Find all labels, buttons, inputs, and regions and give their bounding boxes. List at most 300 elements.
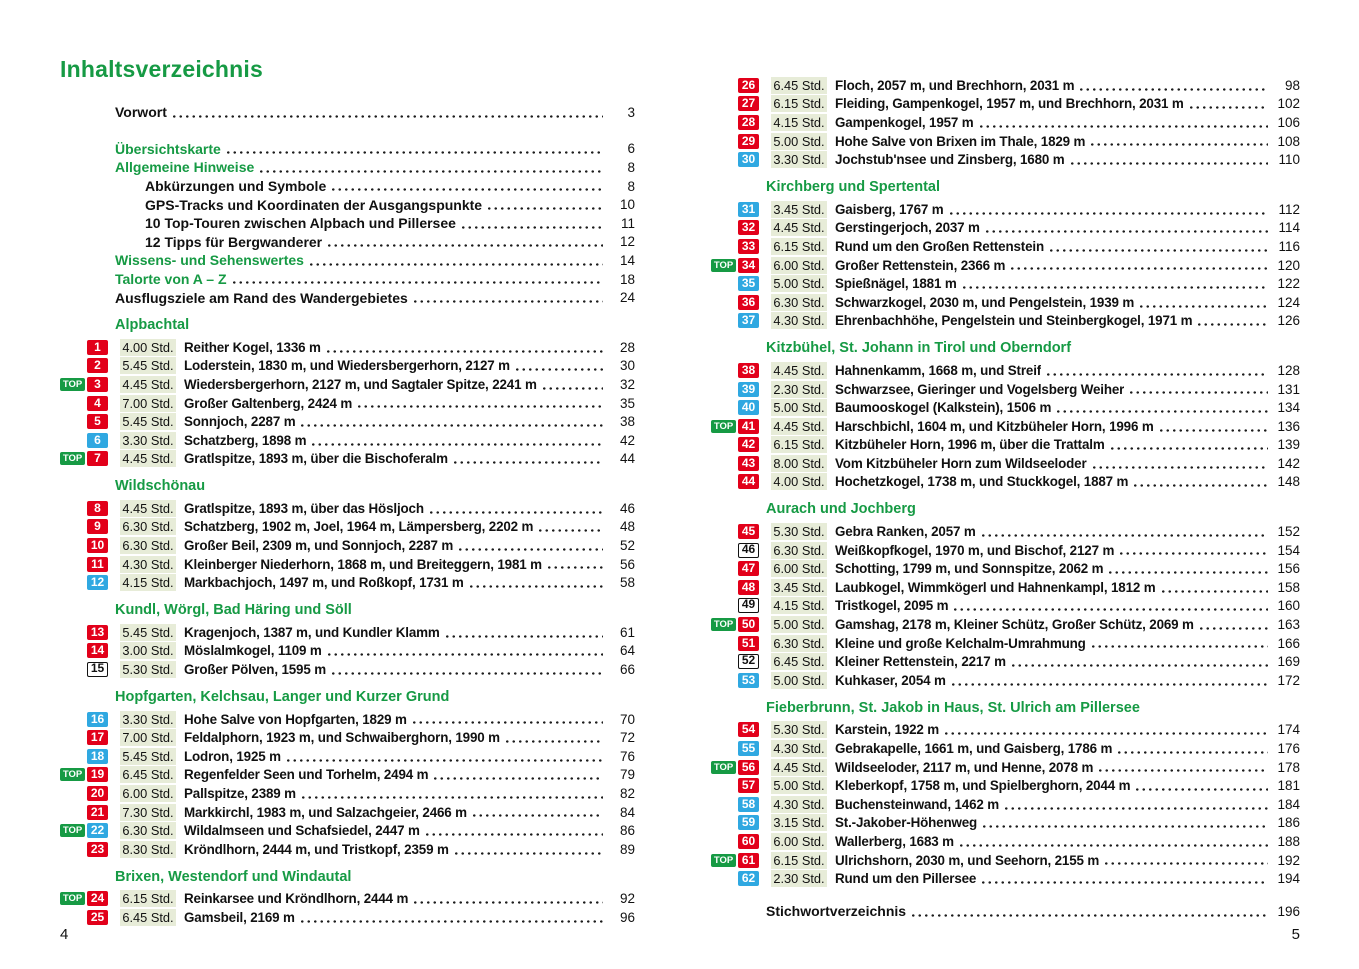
dot-leader <box>1134 776 1268 795</box>
tour-page: 186 <box>1277 815 1300 831</box>
tour-row <box>711 200 1300 219</box>
dot-leader <box>1091 454 1268 473</box>
tour-number-badge: 39 <box>738 382 759 397</box>
tour-time: 4.15 Std. <box>120 574 176 591</box>
tour-page: 52 <box>619 538 635 554</box>
tour-number-badge: 45 <box>738 524 759 539</box>
toc-entry <box>115 103 635 122</box>
tour-time: 5.00 Std. <box>771 672 827 689</box>
tour-number-badge: 1 <box>87 340 108 355</box>
tour-title: Kragenjoch, 1387 m, und Kundler Klamm <box>184 624 440 640</box>
tour-time: 8.30 Std. <box>120 841 176 858</box>
tour-title: Schatzberg, 1898 m <box>184 432 307 448</box>
tour-time: 3.45 Std. <box>771 201 827 218</box>
dot-leader <box>285 747 603 766</box>
tour-row <box>60 375 635 394</box>
tour-time: 3.30 Std. <box>120 432 176 449</box>
dot-leader <box>432 766 603 785</box>
dot-leader <box>1045 361 1268 380</box>
dot-leader <box>453 840 603 859</box>
toc-entry-page: 6 <box>627 141 635 157</box>
dot-leader <box>950 671 1268 690</box>
section-heading: Wildschönau <box>115 478 206 495</box>
tour-title: Gampenkogel, 1957 m <box>835 114 974 130</box>
tour-time: 8.00 Std. <box>771 455 827 472</box>
tour-page: 82 <box>619 786 635 802</box>
tour-row <box>60 660 635 679</box>
tour-row <box>60 747 635 766</box>
top-badge: TOP <box>711 259 736 272</box>
tour-page: 194 <box>1277 871 1300 887</box>
tour-page: 61 <box>619 624 635 640</box>
dot-leader <box>943 721 1268 740</box>
tour-title: Jochstub'nsee und Zinsberg, 1680 m <box>835 152 1065 168</box>
tour-number-badge: 57 <box>738 778 759 793</box>
tour-number-badge: 60 <box>738 834 759 849</box>
top-slot <box>60 892 87 905</box>
tour-row <box>711 869 1300 888</box>
tour-page: 181 <box>1277 778 1300 794</box>
tour-number-badge: 14 <box>87 643 108 658</box>
top-slot <box>711 259 738 272</box>
dot-leader <box>1010 652 1268 671</box>
tour-title: Tristkogel, 2095 m <box>835 598 949 614</box>
top-slot <box>711 618 738 631</box>
tour-page: 160 <box>1277 598 1300 614</box>
page-right <box>679 0 1359 969</box>
toc-entry-label: 10 Top-Touren zwischen Alpbach und Pillersee <box>145 215 456 232</box>
tour-row <box>60 573 635 592</box>
dot-leader <box>1198 615 1268 634</box>
tour-row <box>60 536 635 555</box>
dot-leader <box>468 573 603 592</box>
tour-page: 192 <box>1277 852 1300 868</box>
tour-title: Hohe Salve von Hopfgarten, 1829 m <box>184 711 407 727</box>
tour-number-badge: 11 <box>87 557 108 572</box>
tour-time: 6.45 Std. <box>771 653 827 670</box>
dot-leader <box>325 338 603 357</box>
dot-leader <box>412 890 603 909</box>
dot-leader <box>541 375 603 394</box>
tour-time: 4.15 Std. <box>771 114 827 131</box>
dot-leader <box>1078 76 1268 95</box>
tour-number-badge: 44 <box>738 474 759 489</box>
tour-title: Ehrenbachhöhe, Pengelstein und Steinbergkogel, 1971 m <box>835 313 1193 329</box>
tour-title: Regenfelder Seen und Torhelm, 2494 m <box>184 767 429 783</box>
tour-number-badge: 5 <box>87 414 108 429</box>
top-slot <box>60 824 87 837</box>
tour-row <box>60 766 635 785</box>
toc-entry <box>145 177 635 196</box>
tour-row <box>711 851 1300 870</box>
toc-entry-label: Abkürzungen und Symbole <box>145 178 327 195</box>
tour-title: Kitzbüheler Horn, 1996 m, über die Trattalm <box>835 437 1105 453</box>
tour-time: 6.15 Std. <box>120 890 176 907</box>
tour-number-badge: 20 <box>87 786 108 801</box>
tour-page: 64 <box>619 643 635 659</box>
tour-number-badge: 33 <box>738 239 759 254</box>
tour-page: 116 <box>1278 238 1300 254</box>
tour-title: Markkirchl, 1983 m, und Salzachgeier, 2466 m <box>184 804 467 820</box>
tour-title: Kleberkopf, 1758 m, und Spielberghorn, 2044 m <box>835 778 1131 794</box>
toc-entry-label: 12 Tipps für Bergwanderer <box>145 233 323 250</box>
tour-page: 172 <box>1277 672 1300 688</box>
front-matter-list <box>60 103 635 307</box>
right-column <box>711 76 1300 921</box>
tour-title: Wallerberg, 1683 m <box>835 833 954 849</box>
tour-number-badge: 46 <box>738 543 759 558</box>
tour-title: Gratlspitze, 1893 m, über die Bischoferalm <box>184 451 448 467</box>
tour-time: 4.30 Std. <box>771 740 827 757</box>
section-heading: Aurach und Jochberg <box>766 501 916 518</box>
tour-page: 42 <box>619 432 635 448</box>
tour-time: 3.00 Std. <box>120 642 176 659</box>
dot-leader <box>1196 312 1268 331</box>
tour-row <box>711 615 1300 634</box>
toc-entry-page: 3 <box>627 104 635 120</box>
tour-number-badge: 31 <box>738 202 759 217</box>
tour-page: 76 <box>619 748 635 764</box>
tour-page: 163 <box>1277 617 1300 633</box>
tour-time: 4.45 Std. <box>120 376 176 393</box>
tour-row <box>711 113 1300 132</box>
dot-leader <box>1089 132 1268 151</box>
tour-number-badge: 58 <box>738 797 759 812</box>
tour-row <box>711 436 1300 455</box>
top-slot <box>60 768 87 781</box>
tour-row <box>60 908 635 927</box>
tour-time: 6.30 Std. <box>771 294 827 311</box>
tour-title: Gaisberg, 1767 m <box>835 201 944 217</box>
tour-page: 30 <box>619 358 635 374</box>
tour-time: 5.00 Std. <box>771 133 827 150</box>
toc-entry <box>115 140 635 159</box>
dot-leader <box>452 450 603 469</box>
top-badge: TOP <box>60 768 85 781</box>
tour-time: 2.30 Std. <box>771 870 827 887</box>
tour-title: Rund um den Pillersee <box>835 871 977 887</box>
tour-time: 5.00 Std. <box>771 275 827 292</box>
dot-leader <box>952 597 1268 616</box>
tour-row <box>711 721 1300 740</box>
tour-number-badge: 62 <box>738 871 759 886</box>
toc-entry-page: 12 <box>619 234 635 250</box>
dot-leader <box>980 522 1268 541</box>
tour-row <box>711 361 1300 380</box>
toc-entry-label: Vorwort <box>115 104 167 121</box>
toc-entry-page: 14 <box>619 252 635 268</box>
tour-title: Großer Rettenstein, 2366 m <box>835 257 1006 273</box>
tour-time: 5.30 Std. <box>120 661 176 678</box>
tour-time: 5.00 Std. <box>771 616 827 633</box>
tour-number-badge: 52 <box>738 654 759 669</box>
tour-page: 96 <box>619 909 635 925</box>
tour-row <box>711 256 1300 275</box>
tour-time: 6.00 Std. <box>120 785 176 802</box>
tour-page: 70 <box>619 711 635 727</box>
tour-title: Karstein, 1922 m <box>835 722 940 738</box>
dot-leader <box>948 200 1268 219</box>
tour-time: 6.45 Std. <box>120 766 176 783</box>
tour-number-badge: 51 <box>738 636 759 651</box>
tour-number-badge: 2 <box>87 358 108 373</box>
tour-time: 3.30 Std. <box>120 711 176 728</box>
tour-time: 5.30 Std. <box>771 721 827 738</box>
tour-row <box>711 652 1300 671</box>
toc-entry-label: Ausflugsziele am Rand des Wandergebietes <box>115 289 408 306</box>
tour-row <box>711 473 1300 492</box>
tour-page: 89 <box>619 841 635 857</box>
dot-leader <box>1103 851 1268 870</box>
tour-number-badge: 9 <box>87 519 108 534</box>
tour-number-badge: 8 <box>87 501 108 516</box>
tour-row <box>711 758 1300 777</box>
tour-time: 6.45 Std. <box>771 77 827 94</box>
dot-leader <box>457 536 603 555</box>
dot-leader <box>958 832 1268 851</box>
tour-number-badge: 55 <box>738 741 759 756</box>
tour-title: Kröndlhorn, 2444 m, und Tristkopf, 2359 m <box>184 841 449 857</box>
tour-title: Markbachjoch, 1497 m, und Roßkopf, 1731 m <box>184 575 464 591</box>
tour-number-badge: 26 <box>738 78 759 93</box>
tour-time: 6.30 Std. <box>771 542 827 559</box>
page-title: Inhaltsverzeichnis <box>60 56 264 82</box>
tour-time: 4.00 Std. <box>120 339 176 356</box>
dot-leader <box>1188 95 1268 114</box>
tour-number-badge: 35 <box>738 276 759 291</box>
tour-page: 154 <box>1277 542 1300 558</box>
dot-leader <box>514 357 603 376</box>
tour-row <box>60 518 635 537</box>
top-badge: TOP <box>711 618 736 631</box>
dot-leader <box>471 803 603 822</box>
tour-title: Feldalphorn, 1923 m, und Schwaiberghorn, 1990 m <box>184 730 500 746</box>
tour-time: 6.00 Std. <box>771 560 827 577</box>
tour-time: 5.45 Std. <box>120 624 176 641</box>
dot-leader <box>171 103 603 122</box>
top-badge: TOP <box>711 854 736 867</box>
tour-title: Gratlspitze, 1893 m, über das Hösljoch <box>184 500 424 516</box>
tour-number-badge: 16 <box>87 712 108 727</box>
dot-leader <box>1132 473 1268 492</box>
page-left <box>0 0 679 969</box>
tour-page: 152 <box>1277 524 1300 540</box>
tour-page: 112 <box>1278 201 1300 217</box>
tour-time: 4.45 Std. <box>120 450 176 467</box>
dot-leader <box>546 555 603 574</box>
tour-row <box>711 274 1300 293</box>
toc-entry <box>115 158 635 177</box>
tour-title: Wildalmseen und Schafsiedel, 2447 m <box>184 823 420 839</box>
tour-number-badge: 40 <box>738 400 759 415</box>
dot-leader <box>486 195 603 214</box>
dot-leader <box>1055 398 1268 417</box>
tour-title: Großer Galtenberg, 2424 m <box>184 395 353 411</box>
tour-page: 86 <box>619 823 635 839</box>
dot-leader <box>981 814 1268 833</box>
tour-title: Schwarzsee, Gieringer und Vogelsberg Weiher <box>835 381 1125 397</box>
tour-page: 142 <box>1277 455 1300 471</box>
section-heading: Fieberbrunn, St. Jakob in Haus, St. Ulrich am Pillersee <box>766 699 1140 716</box>
toc-entry-label: GPS-Tracks und Koordinaten der Ausgangspunkte <box>145 196 483 213</box>
tour-page: 122 <box>1277 276 1300 292</box>
tour-row <box>60 840 635 859</box>
tour-title: Lodron, 1925 m <box>184 748 281 764</box>
tour-title: Baumooskogel (Kalkstein), 1506 m <box>835 400 1052 416</box>
tour-title: Wildseeloder, 2117 m, und Henne, 2078 m <box>835 759 1094 775</box>
toc-entry-label: Wissens- und Sehenswertes <box>115 252 304 269</box>
tour-number-badge: 25 <box>87 910 108 925</box>
tour-page: 148 <box>1277 474 1300 490</box>
folio-right: 5 <box>1291 926 1300 943</box>
toc-entry <box>115 288 635 307</box>
tour-time: 5.45 Std. <box>120 357 176 374</box>
tour-title: Wiedersbergerhorn, 2127 m, und Sagtaler Spitze, 2241 m <box>184 376 537 392</box>
left-column <box>60 56 635 927</box>
tour-row <box>60 728 635 747</box>
tour-title: Kleine und große Kelchalm-Umrahmung <box>835 635 1086 651</box>
tour-row <box>711 541 1300 560</box>
dot-leader <box>984 219 1268 238</box>
toc-entry-page: 8 <box>627 178 635 194</box>
dot-leader <box>1158 417 1268 436</box>
tour-title: Fleiding, Gampenkogel, 1957 m, und Brechhorn, 2031 m <box>835 96 1184 112</box>
tour-title: Laubkogel, Wimmkögerl und Hahnenkampl, 1812 m <box>835 579 1156 595</box>
tour-title: Harschbichl, 1604 m, und Kitzbüheler Horn, 1996 m <box>835 418 1154 434</box>
dot-leader <box>460 214 603 233</box>
tour-page: 84 <box>619 804 635 820</box>
dot-leader <box>1069 150 1268 169</box>
tour-time: 4.45 Std. <box>771 759 827 776</box>
tour-time: 6.30 Std. <box>120 537 176 554</box>
tour-page: 110 <box>1278 152 1300 168</box>
tour-page: 46 <box>619 500 635 516</box>
tour-row <box>60 555 635 574</box>
tour-time: 7.30 Std. <box>120 804 176 821</box>
tour-page: 136 <box>1277 418 1300 434</box>
dot-leader <box>1003 795 1268 814</box>
tour-title: Sonnjoch, 2287 m <box>184 414 296 430</box>
tour-row <box>711 795 1300 814</box>
tour-title: Floch, 2057 m, und Brechhorn, 2031 m <box>835 77 1075 93</box>
toc-entry-page: 10 <box>619 197 635 213</box>
tour-time: 5.45 Std. <box>120 413 176 430</box>
dot-leader <box>978 113 1268 132</box>
tour-time: 5.30 Std. <box>771 523 827 540</box>
tour-title: Großer Beil, 2309 m, und Sonnjoch, 2287 m <box>184 538 454 554</box>
tour-time: 6.15 Std. <box>771 95 827 112</box>
tour-number-badge: 50 <box>738 617 759 632</box>
tour-time: 3.45 Std. <box>771 579 827 596</box>
tour-number-badge: 24 <box>87 891 108 906</box>
tour-row <box>711 578 1300 597</box>
tour-title: Gebrakapelle, 1661 m, und Gaisberg, 1786 m <box>835 741 1113 757</box>
dot-leader <box>225 140 603 159</box>
tour-row <box>60 821 635 840</box>
section-heading: Kirchberg und Spertental <box>766 178 941 195</box>
section-heading: Alpbachtal <box>115 316 190 333</box>
right-sections <box>711 76 1300 888</box>
tour-number-badge: 27 <box>738 96 759 111</box>
toc-entry-page: 24 <box>619 290 635 306</box>
tour-number-badge: 42 <box>738 437 759 452</box>
tour-row <box>711 380 1300 399</box>
tour-page: 178 <box>1277 759 1300 775</box>
tour-row <box>60 394 635 413</box>
top-badge: TOP <box>711 420 736 433</box>
tour-time: 4.45 Std. <box>771 418 827 435</box>
tour-time: 5.00 Std. <box>771 777 827 794</box>
section-heading: Brixen, Westendorf und Windautal <box>115 868 352 885</box>
tour-number-badge: 38 <box>738 363 759 378</box>
tour-number-badge: 30 <box>738 152 759 167</box>
tour-title: Kleiner Rettenstein, 2217 m <box>835 654 1006 670</box>
index-page: 196 <box>1277 903 1300 919</box>
top-slot <box>711 854 738 867</box>
tour-row <box>711 634 1300 653</box>
tour-number-badge: 22 <box>87 823 108 838</box>
tour-title: Vom Kitzbüheler Horn zum Wildseeloder <box>835 455 1087 471</box>
tour-time: 6.15 Std. <box>771 238 827 255</box>
tour-title: Schwarzkogel, 2030 m, und Pengelstein, 1939 m <box>835 294 1135 310</box>
tour-title: Reither Kogel, 1336 m <box>184 339 321 355</box>
tour-title: Möslalmkogel, 1109 m <box>184 643 322 659</box>
dot-leader <box>1128 380 1268 399</box>
dot-leader <box>330 660 603 679</box>
tour-time: 6.00 Std. <box>771 833 827 850</box>
tour-row <box>711 559 1300 578</box>
tour-row <box>711 312 1300 331</box>
tour-number-badge: 13 <box>87 625 108 640</box>
dot-leader <box>299 412 603 431</box>
tour-time: 6.30 Std. <box>120 822 176 839</box>
tour-title: Kleinberger Niederhorn, 1868 m, und Breiteggern, 1981 m <box>184 556 542 572</box>
tour-page: 48 <box>619 519 635 535</box>
toc-entry <box>145 214 635 233</box>
tour-number-badge: 56 <box>738 760 759 775</box>
tour-row <box>711 76 1300 95</box>
top-badge: TOP <box>60 892 85 905</box>
tour-row <box>60 623 635 642</box>
tour-page: 188 <box>1277 833 1300 849</box>
section-heading: Kundl, Wörgl, Bad Häring und Söll <box>115 602 352 619</box>
tour-number-badge: 7 <box>87 451 108 466</box>
tour-number-badge: 54 <box>738 722 759 737</box>
tour-number-badge: 36 <box>738 295 759 310</box>
tour-page: 58 <box>619 575 635 591</box>
tour-page: 28 <box>619 339 635 355</box>
toc-entry <box>145 233 635 252</box>
tour-title: Reinkarsee und Kröndlhorn, 2444 m <box>184 891 409 907</box>
tour-page: 139 <box>1277 437 1300 453</box>
tour-page: 98 <box>1284 77 1300 93</box>
dot-leader <box>424 821 603 840</box>
tour-page: 106 <box>1277 114 1300 130</box>
tour-time: 6.15 Std. <box>771 852 827 869</box>
tour-row <box>60 803 635 822</box>
tour-title: Rund um den Großen Rettenstein <box>835 238 1045 254</box>
tour-row <box>60 357 635 376</box>
tour-row <box>711 237 1300 256</box>
tour-time: 4.30 Std. <box>771 796 827 813</box>
tour-page: 128 <box>1277 362 1300 378</box>
tour-title: Hahnenkamm, 1668 m, und Streif <box>835 362 1042 378</box>
tour-page: 72 <box>619 730 635 746</box>
tour-number-badge: 29 <box>738 134 759 149</box>
tour-page: 126 <box>1277 313 1300 329</box>
tour-page: 176 <box>1277 741 1300 757</box>
tour-number-badge: 19 <box>87 767 108 782</box>
